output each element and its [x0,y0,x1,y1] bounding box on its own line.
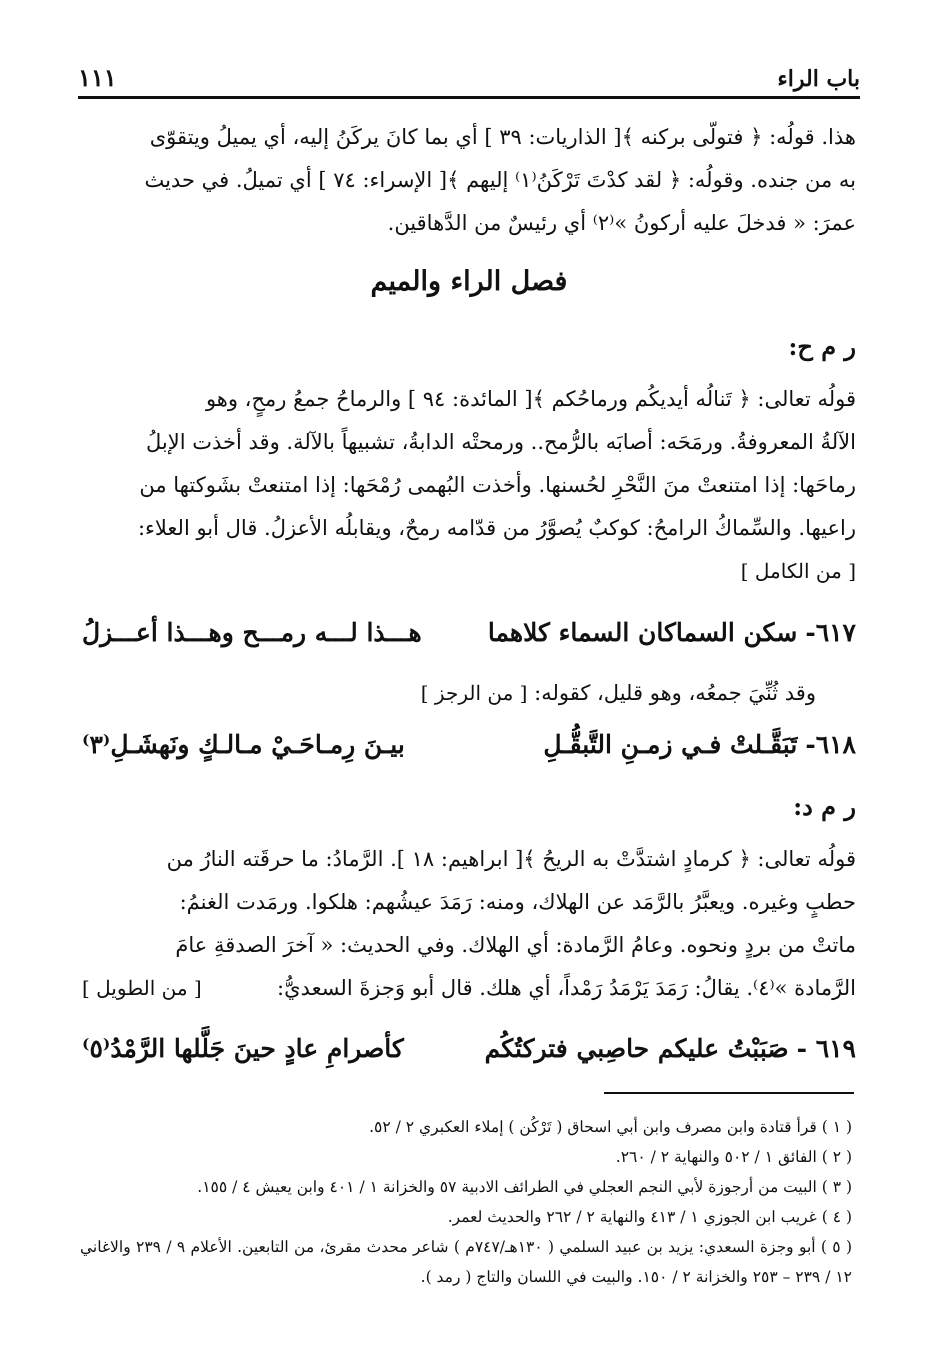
text-line: الآلةُ المعروفةُ. ورمَحَه: أصابَه بالرُّمح.. ورمحتْه الدابةُ، تشبيهاً بالآلة. وقد أخذت الإبلُ [146,430,856,454]
text-line: قولُه تعالى: ﴿ تَنالُه أيديكُم ورماحُكم ﴾[ المائدة: ٩٤ ] والرماحُ جمعُ رمحٍ، وهو [205,387,856,411]
entry-rmh-text [82,378,856,593]
verse-number: ٦١٨- [805,730,856,759]
verse-first-hemistich: تَبَقَّـلتْ فـي زمـنِ التَّبقُّـلِ [543,730,798,759]
text-line: هذا. قولُه: ﴿ فتولّى بركنه ﴾[ الذاريات: ٣٩ ] أي بما كانَ يركَنُ إليه، أي يميلُ ويتقوّى [149,125,856,149]
section-title: فصل الراء والميم [370,266,568,297]
chapter-title: باب الراء [777,66,860,92]
verse-619 [82,1034,856,1063]
text-line: عمرَ: « فدخلَ عليه أركونُ »⁽٢⁾ أي رئيسٌ من الدَّهاقين. [387,211,856,235]
verse-618 [82,730,856,759]
entry-heading-rmd: ر م د: [793,792,856,821]
footnotes [80,1112,852,1292]
entry-rmd-text [82,838,856,1010]
verse-second-hemistich: بيـنَ رِمـاحَـيْ مـالـكٍ ونَهشَـلِ⁽٣⁾ [82,730,405,759]
text-line: حطبٍ وغيره. ويعبَّرُ بالرَّمَد عن الهلاك، ومنه: رَمَدَ عيشُهم: هلكوا. ورمَدت الغنمُ: [179,890,856,914]
footnote: ( ٥ ) أبو وجزة السعدي: يزيد بن عبيد السلمي ( ١٣٠هـ/٧٤٧م ) شاعر محدث مقرئ، من التابعين. الأعلام ٩ / ٢٣٩ والاغاني ١٢ / ٢٣٩ – ٢٥٣ والخزانة ٢ / ١٥٠. والبيت في اللسان والتاج ( رمد ). [80,1238,852,1286]
text-line: به من جنده. وقولُه: ﴿ لقد كدْتَ تَرْكَنُ⁽١⁾ إليهم ﴾[ الإسراء: ٧٤ ] أي تميلُ. في حديث [144,168,856,192]
footnote: ( ٢ ) الفائق ١ / ٥٠٢ والنهاية ٢ / ٢٦٠. [615,1148,852,1166]
footnote-divider [604,1092,854,1094]
meter-label: [ من الطويل ] [82,976,202,1000]
verse-number: ٦١٩ - [796,1034,856,1063]
note-text: وقد ثُنِّيَ جمعُه، وهو قليل، كقوله: [534,681,816,705]
verse-first-hemistich: صَبَبْتُ عليكم حاصِبي فتركتُكُم [484,1034,789,1063]
verse-617 [82,618,856,647]
footnote: ( ١ ) قرأ قتادة وابن مصرف وابن أبي اسحاق ( تَرْكُن ) إملاء العكبري ٢ / ٥٢. [369,1118,852,1136]
text-line: قولُه تعالى: ﴿ كرمادٍ اشتدَّتْ به الريحُ ﴾[ ابراهيم: ١٨ ]. الرَّمادُ: ما حرقَته النارُ من [166,847,856,871]
meter-label: [ من الكامل ] [740,559,856,583]
entry-rmh-note [82,672,856,715]
meter-label: [ من الرجز ] [420,681,528,705]
text-line: ماتتْ من بردٍ ونحوه. وعامُ الرَّمادة: أي الهلاك. وفي الحديث: « آخرَ الصدقةِ عامَ [175,933,856,957]
entry-heading-rmh: ر م ح: [788,332,856,361]
verse-second-hemistich: كأصرامِ عادٍ حينَ جَلَّلها الرَّمْدُ⁽٥⁾ [82,1034,404,1063]
intro-paragraph [82,116,856,245]
text-line: راعيها. والسِّماكُ الرامحُ: كوكبٌ يُصوَّرُ من قدّامه رمحٌ، ويقابلُه الأعزلُ. قال أبو العلاء: [137,516,856,540]
text-line: الرَّمادة »⁽٤⁾. يقالُ: رَمَدَ يَرْمَدُ رَمْداً، أي هلك. قال أبو وَجزةَ السعديُّ: [277,976,856,1000]
verse-second-hemistich: هـــذا لـــه رمـــح وهـــذا أعـــزلُ [82,618,422,647]
footnote: ( ٤ ) غريب ابن الجوزي ١ / ٤١٣ والنهاية ٢ / ٢٦٢ والحديث لعمر. [447,1208,852,1226]
page-number: ١١١ [78,63,117,92]
page-header [78,56,860,99]
verse-first-hemistich: سكن السماكان السماء كلاهما [487,618,798,647]
text-line: رماحَها: إذا امتنعتْ منَ النَّحْرِ لحُسنها. وأخذت البُهمى رُمْحَها: إذا امتنعتْ بشَوكتها من [139,473,856,497]
verse-number: ٦١٧- [805,618,856,647]
footnote: ( ٣ ) البيت من أرجوزة لأبي النجم العجلي في الطرائف الادبية ٥٧ والخزانة ١ / ٤٠١ وابن يعيش ٤ / ١٥٥. [197,1178,852,1196]
